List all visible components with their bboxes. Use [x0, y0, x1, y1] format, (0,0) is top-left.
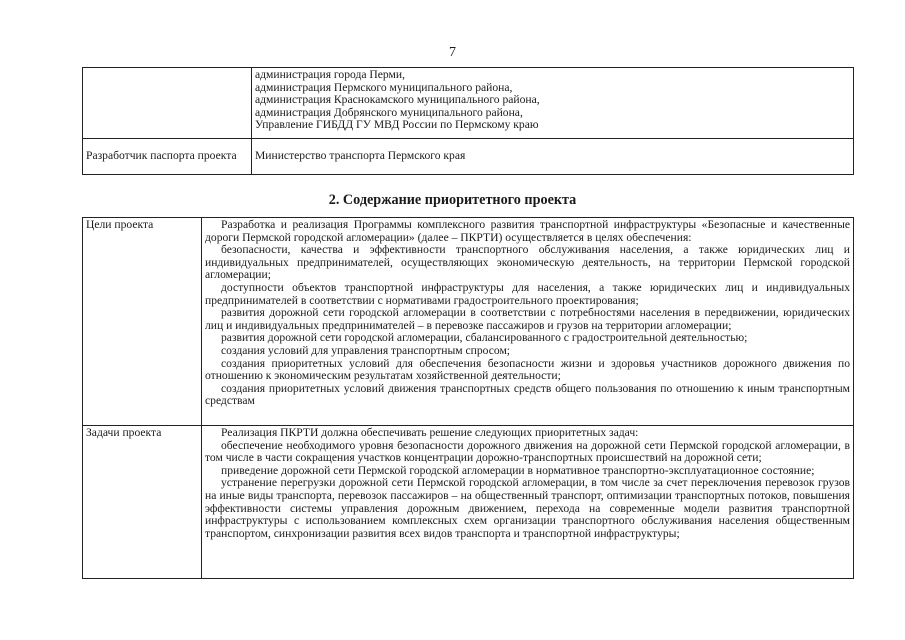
participants-label-cell — [83, 68, 252, 139]
goal-paragraph: создания приоритетных условий движения транспортных средств общего пользования по отношению к иным транспортным средствам — [205, 381, 850, 408]
task-paragraph: Реализация ПКРТИ должна обеспечивать решение следующих приоритетных задач: — [221, 426, 639, 439]
goals-row — [83, 218, 854, 426]
goals-text — [202, 218, 854, 426]
goal-paragraph: развития дорожной сети городской агломерации, сбалансированного с градостроительной деятельностью; — [221, 331, 748, 345]
organization-item: администрация Добрянского муниципального района, — [255, 105, 523, 119]
section-heading: 2. Содержание приоритетного проекта — [328, 192, 577, 208]
goal-paragraph: создания приоритетных условий для обеспечения безопасности жизни и здоровья участников дорожного движения по отношению к экономическим результатам хозяйственной деятельности; — [205, 356, 850, 383]
tasks-text — [202, 426, 854, 579]
content-table — [82, 217, 854, 579]
tasks-row — [83, 426, 854, 579]
organization-item: администрация Пермского муниципального района, — [255, 80, 513, 94]
passport-table — [82, 67, 854, 175]
developer-row — [83, 139, 854, 175]
task-paragraph: устранение перегрузки дорожной сети Пермской городской агломерации, в том числе за счет переключения перевозок грузов на иные виды транспорта, перевозок пассажиров – на общественный транспорт, оптимизации транспортных потоков, повышения эффективности системы управления дорожным движением, перехода на современные модели развития транспортной инфраструктуры с использованием комплексных схем организации транспортного обслуживания населения общественным транспортом, синхронизации развития всех видов транспорта и транспортной инфраструктуры; — [205, 476, 850, 540]
developer-value: Министерство транспорта Пермского края — [252, 139, 854, 175]
organization-item: администрация Краснокамского муниципального района, — [255, 93, 540, 107]
participants-list — [252, 68, 854, 139]
task-paragraph: приведение дорожной сети Пермской городской агломерации в нормативное транспортно-эксплуатационное состояние; — [221, 463, 815, 477]
developer-label: Разработчик паспорта проекта — [83, 139, 252, 175]
goal-paragraph: развития дорожной сети городской агломерации в соответствии с потребностями населения в передвижении, юридических лиц и индивидуальных предпринимателей – в перевозке пассажиров и грузов на территории агломерации; — [205, 306, 850, 332]
tasks-label: Задачи проекта — [83, 426, 202, 579]
task-paragraph: обеспечение необходимого уровня безопасности дорожного движения на дорожной сети Пермской городской агломерации, в том числе в части сокращения участков концентрации дорожно-транспортных происшествий на дорожной сети; — [205, 438, 850, 465]
goal-paragraph: доступности объектов транспортной инфраструктуры для населения, а также юридических лиц и индивидуальных предпринимателей в соответствии с нормативами градостроительного проектирования; — [205, 280, 850, 307]
goal-paragraph: Разработка и реализация Программы комплексного развития транспортной инфраструктуры «Безопасные и качественные дороги Пермской городской агломерации» (далее – ПКРТИ) осуществляется в целях обеспечения: — [205, 218, 850, 244]
goals-label: Цели проекта — [83, 218, 202, 426]
organization-item: администрация города Перми, — [255, 68, 405, 81]
participants-row — [83, 68, 854, 139]
goal-paragraph: создания условий для управления транспортным спросом; — [221, 343, 511, 357]
page-number: 7 — [449, 45, 456, 60]
organization-item: Управление ГИБДД ГУ МВД России по Пермскому краю — [255, 118, 539, 132]
goal-paragraph: безопасности, качества и эффективности транспортного обслуживания населения, а также юридических лиц и индивидуальных предпринимателей, осуществляющих экономическую деятельность, на территории Пермской городской агломерации; — [205, 243, 850, 282]
